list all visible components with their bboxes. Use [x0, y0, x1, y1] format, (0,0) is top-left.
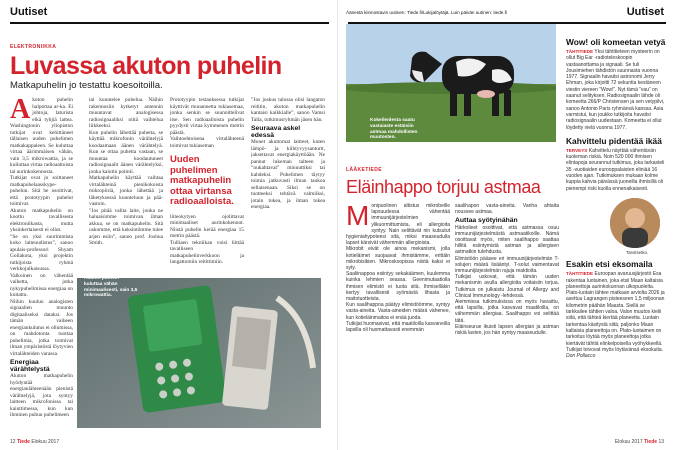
subhead: Seuraava askel edessä — [251, 125, 301, 139]
footer — [10, 439, 59, 445]
footer-brand: Tiede — [644, 439, 658, 445]
column-4 — [251, 97, 325, 277]
paragraph: Saaliinappoa esiintyy sekakäämen, kuulemma kuinka lehmien seassa. Geenimutaatiolla ihmisen elimistö ei tuota sitä. Ihmiselläkin kertyy tavallisesti syömästä lihasta ja maitotuotteista. — [346, 271, 450, 303]
paragraph: saalihapon vasta-aineita. Vanha ahtaita noussee astmaa. — [455, 203, 559, 216]
dropcap: A — [10, 94, 31, 125]
portrait-image — [610, 198, 660, 248]
section-rule — [10, 22, 329, 24]
paragraph: ”Jos joskus talossa olisi langaton reititin, akuton matkapuhelin kantaisi kaikkialle”, sanoo Vamsi Talla, tutkimusryhmän jäsen hän. — [251, 97, 325, 123]
footer — [615, 439, 664, 445]
subhead: Energiaa värähtelystä — [10, 359, 50, 373]
sidebar-text: Euroopan avaruusjärjestö Esa rakentaa luotainen, joka etsii Maan kaltaisia planeettoja aurinkokunnan ulkopuolelta. Plato-luotain lähtee matkaan arviolta 2026 ja asettuu Lagrangen pisteeseen 1,5 miljoonan kilometrin päähän Maasta. Siellä se tarkkailee tähtien valoa. Valon muutos kielii siitä, että tähteä kiertää planeetta. Luotain tarkentaa käsitystä siitä, paljonko Maan kaltaisia planeettoja on. Plato-luotaimen on tarkoitus löytää myös planeettoja jotka kiertävät tähtiä elinkelpoisella vyöhykkeellä. Tutkijat toivovat myös löytävänsä eksokuita. — [566, 271, 665, 353]
paragraph: Mikrobit eivät ole ainoa mekanismi, jolla kotieläimet suojaavat ihmistämme, erittäin mikrobisikien. Mikroskoopissa niistä kaksi ei syty. — [346, 246, 450, 272]
news-sidebar — [566, 38, 666, 438]
paragraph: Akuton matkapuhelin on koottu tavallisesta elektroniikasta, mutta yksinkertaisesti ei ollut. — [10, 207, 73, 233]
footer-date: Elokuu 2017 — [31, 439, 60, 445]
headline: Eläinhappo torjuu astmaa — [346, 177, 541, 197]
kicker: LÄÄKETIEDE — [346, 167, 382, 173]
dropcap: M — [346, 203, 370, 231]
coffee-photo — [610, 198, 660, 248]
paragraph: Aiemmissa tutkimuksissa on myös havaittu, että lapsilla, jotka kasvavat maatiloilla, on vähemmän allergiaa. Saalihappo voi selittää tätä. — [455, 299, 559, 324]
sidebar-credit: Don Pollacco — [566, 353, 596, 360]
paragraph: Tutkijat uskovat, että tämän uuden mekanismin avulla allergioita voitaisiin torjua. Tutkimus on julkaistu Journal of Allergy and Clinical Immunology -lehdessä. — [455, 274, 559, 299]
paragraph: Matkapuhelin käyttää vaihtaa virtalähteinä pienikokoista mikropiiriä, jonka lähettää ja lähetyksessä kuunteluun ja pää-vastoin. — [89, 175, 163, 207]
sidebar-text: Tutkimuksen mukaan kolme kuppia kahvia päivässä juoneilla ihmisillä oli pienempi riski kuolla ennenaikaisesti. — [566, 173, 663, 192]
subhead: Auttaa syötyinähän — [455, 217, 518, 225]
headline: Luvassa akuton puhelin — [10, 52, 282, 80]
sidebar-lead: TERVEYS — [566, 147, 588, 153]
paragraph: Prototyypin testauksessa tutkijat käyttivät muuannetta tukiasemaa, jonka senkin se suunnittelivat itse. Sen radioaalloista puhelin pyydysti virtaa kymmenen metrin päästä. — [170, 97, 244, 136]
paragraph: onipuolinen altistus mikrobeille lapsuudessa vähentää immuunijärjestelmien ylikuormittumista, eli allergioita syntyy. Nain selittävät nin kutsutut hygieniahypoteesi sitä, miksi maaseudulla lapset kärsivät vähemmän allergioista. — [346, 203, 450, 247]
paragraph: Tulliaen tekniikan voisi liittää tavalliseen matkapuhelinverkkoon ja langattomiin reitittimiin. — [170, 239, 244, 265]
sidebar-text: Kahvittelu näyttää vähentävän kuoleman riskiä. Noin 520 000 ihmisen elintapoja seurannut tutkimus, joka tarkasteli 35 -vuotiaiden eurooppalaisten eliniää 16 vuoden ajan. — [566, 147, 665, 180]
sidebar-text: Nyt tämä ”vau” on saanut selityksen. Radiosignaalin lähde oli komeetta 266/P Christensen ja sen vetypilvi, sanoo Antonio Paris ryhmänsä kanssa. Asia varmistui, kun joukko tutkijoita havaitsi radiosignaalin uudestaan. Komeetta ei ollut löydetty vielä vuonna 1977. — [566, 86, 665, 131]
right-page — [337, 0, 674, 450]
footer-brand: Tiede — [16, 439, 30, 445]
column-1 — [346, 203, 450, 439]
paragraph: Tutkijat huomasivat, että maatiloilla kasvaneilla lapsilla oli huomattavasti enemmän — [346, 320, 450, 334]
section-header: Uutiset — [626, 6, 664, 18]
deck: Matkapuhelin jo testattu koesoitoilla. — [10, 80, 163, 91]
credit-line: Äänestä kiinnostavin uutinen: Tiede.fi/Lukijalöytäjä. Luin päivän uutinen: tiede.fi — [346, 10, 507, 15]
sidebar-lead: TÄHTITIEDE — [566, 271, 594, 277]
column-2 — [455, 203, 559, 439]
sidebar-lead: TÄHTITIEDE — [566, 49, 594, 54]
footer-date: Elokuu 2017 — [614, 439, 643, 445]
paragraph: Valkoinen on vähentää vaihetta, jotka nykypuhelimissa energiaa on kuitattu. — [10, 272, 73, 298]
paragraph: Kun saalihappoa päätyy elimistöömme, syntyy vasta-aineita. Vasta-aineiden määrä vähenee, kun kotieläinmaitoa ei enää juoda. — [346, 302, 450, 321]
paragraph: Kun puhelin lähettää puhetta, se käyttää mikrofonin värähtelyjä koodaamaan äänen värähtelyä. Kun se ottaa puhetta vastaan, se muuntaa koodautuneet radiosignaalit äänen värähtelyksi, jonka kaiutin poimii. — [89, 129, 163, 175]
circuit-board-image — [77, 278, 321, 428]
paragraph: kuton puhelin halpottaa ar-ka. Ei johtoja, laturista eikä tyhjiä lattea. Washingtonin yliopiston tutkijat ovat kehittäneet tällaisen uuden puhelimen matkakappaleen. Se kuluttaa virtaa äärimmäisen vähän, vain 3,5 mikrowattia, ja se kuiluttaa virtaa radioaaltoista tai aurinkokennosta. — [10, 97, 73, 175]
paragraph: Tutkijat ovat jo soittaneet matkapuhelaasskype-puhelun. Sitä he osoittivat, että prototyypin puhelut toimivat. — [10, 175, 73, 207]
paragraph: ”Jos pitää valita laite, jonka ne haluaisimme toimivan ilman akkua, se on matkapuhelin. Sitä uskomme, että keksintömme tulee arjen esiin”, sanoo prof. Joshua Smith. — [89, 207, 163, 246]
sidebar-title: Wow! oli komeetan vetyä — [566, 38, 666, 47]
paragraph: ”Se on yksi suurimmista koko laiteuudistus”, sanoo apulais-professori Shyam Gollakota, yksi projektin tutkijoista ryhmä verkkojulkaisussa. — [10, 233, 73, 272]
paragraph: Monet akuttomat laitteet, kuten lämpö- ja kiihtyvyysanturit, jaksettavat energiakäyttöään. Ne pannut lukeman talteen ja ”nukahtavat” minuuttiksi tai kahdeksi. Puhelimen täytyy toimia jatkuvasti ilman taukoa sellaisenaan. Siksi se on tuotteeksi tehtävä valmiiksi, jotain tukea, ja ilman tukea energiaa. — [251, 139, 325, 210]
page-number: 12 — [10, 439, 16, 445]
column-1 — [10, 94, 73, 419]
cow-photo — [346, 24, 556, 142]
paragraph: Elimistöön pääsee eri immuunijärjestelmän T-solujen määrä lisääntyi. T-solut vaimentavat immuunijärjestelmän rajuja reaktioita. — [455, 255, 559, 275]
sidebar-text: Yksi tähtitieteen mysteerin on ollut Big Ear -radioteleskoopin vastaanottama ja signaali. Se tuli Jousimiehen tähdistön suunnasta vuonna 1977. Signaalin havaitsi astronomi Jerry Ehman, joka kirjoitti 72 sekuntia kestäneen viestin viereen ”Wow!”. — [566, 49, 661, 93]
phone-photo — [77, 278, 321, 428]
page-number: 13 — [658, 439, 664, 445]
column-3 — [170, 97, 244, 277]
image-caption: Tarvitsetko. — [626, 249, 649, 255]
photo-caption: Akuton puhelin kuluttaa vähän minimaalisesti, vain 3,5 mikrowattia. — [84, 276, 138, 299]
paragraph: Härkoileet osoittivat, että astmassa osuu immuunijärjestelmästä astmaatikoille. Nämä osoittavat myös, miten saalihappo saattaa hillitä esiintymistä astman ja allergisen astmatkin tulehdusta. — [455, 224, 559, 256]
paragraph: Akuton matkapuhelin hyödyntää energianlähteenään pienistä värähtelyjä, jota syntyy laitteen mikrofonissa tai kaiuttimessa, kun kun ihminen puhuu puhelimeen — [10, 373, 73, 418]
sidebar-title: Esakin etsi eksomaila — [566, 259, 653, 270]
kicker: ELEKTRONIIKKA — [10, 44, 57, 50]
photo-caption: Kokeilenlesta saatu vastaiaste estäisiin astmaa mahdollisten muutosten. — [370, 118, 418, 141]
paragraph: Niihin kuuluu analogisten signaalien muunto digitaaliseksi dataksi. Jos tämän vaiheen energiankulutus ei ollumissa, on mahdotonta tuottaa puhelimia, jotka toimivat ilman ympäristöstä löytyvien virtalähteiden varassa. — [10, 298, 73, 357]
paragraph: Vaihtoehtoisena virtalähteenä toimivat tukiaseman — [170, 136, 244, 149]
column-2 — [89, 97, 163, 277]
section-header: Uutiset — [10, 6, 48, 18]
sidebar-title: Kahvittelu pidentää ikää — [566, 135, 662, 146]
paragraph: Eläinseurue ikuisti lapsen allergian ja astman riskiä lasten, jos hän syntyy maaseudulle. — [455, 323, 559, 337]
paragraph: tai kuuntelee puhelua. Näihin rakennosiin kytketyt antennin muuntavat analogisessa radiosignaaliksi niitä vaihtelua liikkeeksi. — [89, 97, 163, 129]
paragraph: liiteokytyen ojolittavat minimaaliset aurinkokennot. Niistä puhelin kerää energiaa 15 metrin päästä. — [170, 213, 244, 239]
pull-quote: Uuden puhelimen matkapuhelin ottaa virtansa radioaalloista. — [170, 154, 234, 207]
